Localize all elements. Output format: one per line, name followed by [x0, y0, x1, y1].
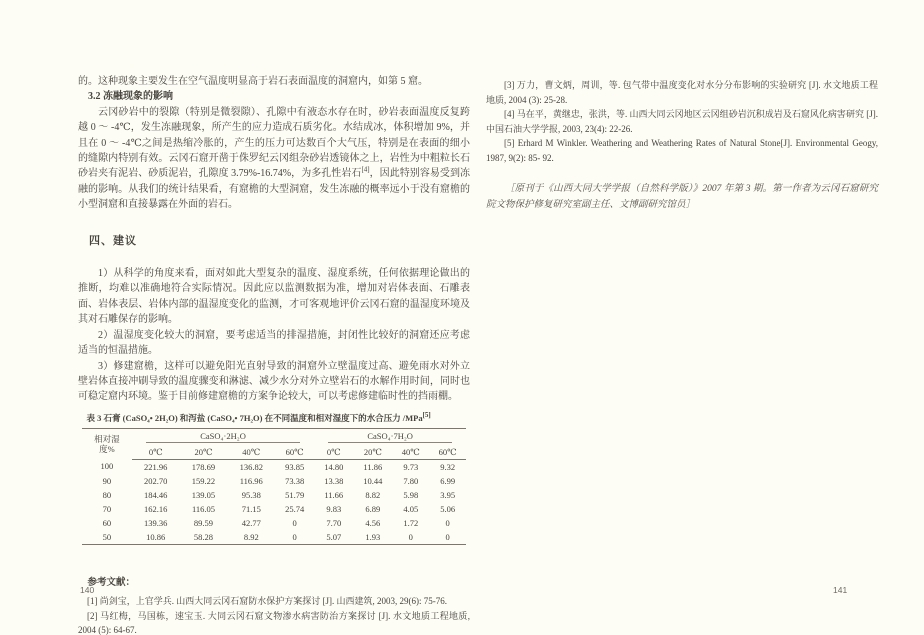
- table-cell: 0: [292, 531, 297, 542]
- table-cell: 14.80: [324, 461, 344, 472]
- references-list-left: [78, 594, 470, 635]
- table-cell: 42.77: [241, 517, 261, 528]
- table-cell: 90: [102, 475, 112, 486]
- table-cell: 80: [102, 489, 112, 500]
- table-cell: 9.73: [403, 461, 419, 472]
- suggestion-1-paragraph: 1）从科学的角度来看，面对如此大型复杂的温度、湿度系统，任何依据理论做出的推断，均难以准确地符合实际情况。因此应以监测数据为准，增加对岩体表面、石雕表面、岩体表层、岩体内部的温湿度变化的监测，才可客观地评价云冈石窟的温湿度环境及其对石雕保存的影响。: [78, 268, 470, 326]
- table-cell: 11.66: [324, 489, 344, 500]
- table-cell: 6.89: [365, 503, 381, 514]
- table-temperature-header-row: [82, 445, 466, 460]
- hydration-pressure-table: [82, 428, 466, 545]
- left-page: [78, 74, 470, 635]
- table-cell: 58.28: [193, 531, 214, 542]
- table-cell: 9.83: [326, 503, 342, 514]
- table-cell: 184.46: [144, 489, 168, 500]
- reprint-note: ［原刊于《山西大同大学学报（自然科学版）》2007 年第 3 期。第一作者为云冈石窟研究院文物保护修复研究室副主任、文博副研究馆员］: [486, 183, 878, 211]
- table-cell: 202.70: [144, 475, 168, 486]
- table-cell: 93.85: [285, 461, 305, 472]
- temp-header: 60℃: [275, 445, 314, 460]
- references-list-right: [486, 78, 878, 166]
- table-cell: 89.59: [193, 517, 214, 528]
- citation-superscript-4: [4]: [361, 166, 370, 175]
- table-cell: 139.36: [144, 517, 168, 528]
- temp-header: 0℃: [314, 445, 353, 460]
- table-cell: 5.98: [403, 489, 419, 500]
- table-cell: 10.44: [363, 475, 383, 486]
- rh-header-line2: 度%: [99, 443, 115, 454]
- table-cell: 139.05: [191, 489, 216, 500]
- table-cell: 71.15: [241, 503, 261, 514]
- group-header-caso4-7h2o: [314, 428, 466, 445]
- suggestion-2-paragraph: 2）温湿度变化较大的洞窟，要考虑适当的排湿措施，封闭性比较好的洞窟还应考虑适当的恒温措施。: [78, 329, 470, 357]
- relative-humidity-header: [82, 428, 132, 459]
- table-cell: 95.38: [241, 489, 261, 500]
- reference-item: [4] 马在平，黄继忠，张洪，等. 山西大同云冈地区云冈组砂岩沉积成岩及石窟风化病害研究 [J]. 中国石油大学学报, 2003, 23(4): 22-26.: [486, 109, 878, 134]
- table-cell: 221.96: [144, 461, 168, 472]
- table-cell: 162.16: [144, 503, 168, 514]
- table-body: [82, 459, 466, 544]
- continuation-paragraph: 的。这种现象主要发生在空气温度明显高于岩石表面温度的洞窟内，如第 5 窟。: [78, 76, 428, 87]
- table-cell: 60: [102, 517, 112, 528]
- table-cell: 8.82: [365, 489, 381, 500]
- table-cell: 0: [445, 517, 450, 528]
- table-cell: 11.86: [363, 461, 383, 472]
- table-row: [82, 516, 466, 530]
- table-cell: 73.38: [285, 475, 305, 486]
- table-cell: 1.72: [403, 517, 419, 528]
- table-cell: 116.96: [239, 475, 263, 486]
- table-cell: 116.05: [191, 503, 216, 514]
- table-cell: 8.92: [243, 531, 259, 542]
- table-row: [82, 474, 466, 488]
- temp-header: 40℃: [392, 445, 429, 460]
- group-header-caso4-2h2o: [132, 428, 314, 445]
- table-cell: 1.93: [365, 531, 381, 542]
- table-cell: 0: [408, 531, 413, 542]
- group2-label: CaSO₄·7H₂O: [328, 431, 452, 443]
- table-cell: 13.38: [324, 475, 344, 486]
- reference-item: [5] Erhard M Winkler. Weathering and Weathering Rates of Natural Stone[J]. Environmental Geogy, 1987, 9(2): 85- 92.: [486, 138, 878, 163]
- table-cell: 5.06: [440, 503, 456, 514]
- table-group-header-row: [82, 428, 466, 445]
- table-cell: 70: [102, 503, 112, 514]
- table-header: [82, 428, 466, 459]
- table-cell: 7.80: [403, 475, 419, 486]
- table-caption-text: 表 3 石膏 (CaSO₄• 2H₂O) 和泻盐 (CaSO₄• 7H₂O) 在不同温度和相对湿度下的水合压力 /MPa: [86, 412, 423, 423]
- table-caption: [78, 412, 470, 424]
- table-cell: 178.69: [191, 461, 216, 472]
- table-cell: 10.86: [146, 531, 166, 542]
- citation-superscript-5: [5]: [422, 410, 431, 419]
- section-3-2-paragraph: [78, 105, 470, 213]
- table-cell: 4.56: [365, 517, 381, 528]
- table-cell: 0: [292, 517, 297, 528]
- group1-label: CaSO₄·2H₂O: [146, 431, 300, 443]
- reference-item: [2] 马红梅，马国栋，速宝玉. 大同云冈石窟文物渗水病害防治方案探讨 [J]. 水文地质工程地质, 2004 (5): 64-67.: [78, 610, 470, 635]
- table-row: [82, 530, 466, 545]
- page-number-right: 141: [833, 585, 848, 595]
- rh-header-line1: 相对湿: [94, 433, 120, 444]
- temp-header: 20℃: [180, 445, 228, 460]
- temp-header: 20℃: [353, 445, 392, 460]
- table-cell: 25.74: [285, 503, 305, 514]
- section-3-2-paragraph-text-b: ，因此特别容易受到冻融的影响。从我们的统计结果看，有窟檐的大型洞窟，发生冻融的概率远小于没有窟檐的小型洞窟和直接暴露在外面的岩石。: [78, 168, 470, 211]
- table-row: [82, 459, 466, 474]
- table-cell: 9.32: [440, 461, 456, 472]
- table-row: [82, 488, 466, 502]
- temp-header: 60℃: [429, 445, 466, 460]
- section-3-2-heading: 3.2 冻融现象的影响: [88, 91, 173, 103]
- table-cell: 51.79: [285, 489, 305, 500]
- table-cell: 100: [100, 461, 114, 472]
- section-4-heading: 四、建议: [89, 234, 137, 247]
- table-cell: 4.05: [403, 503, 419, 514]
- references-heading: 参考文献：: [87, 577, 136, 588]
- table-cell: 7.70: [326, 517, 342, 528]
- table-cell: 0: [445, 531, 450, 542]
- table-cell: 5.07: [326, 531, 342, 542]
- reference-item: [1] 尚剑宝，上官学兵. 山西大同云冈石窟防水保护方案探讨 [J]. 山西建筑, 2003, 29(6): 75-76.: [87, 596, 447, 607]
- right-page: [486, 78, 878, 214]
- table-cell: 159.22: [191, 475, 216, 486]
- page-number-left: 140: [80, 585, 95, 595]
- table-cell: 6.99: [440, 475, 456, 486]
- section-3-2-paragraph-text-a: 云冈砂岩中的裂隙（特别是微裂隙）、孔隙中有液态水存在时，砂岩表面温度反复跨越 0 ～ -4℃，发生冻融现象，所产生的应力造成石质劣化。水结成冰，体积增加 9%，并且在 0 ～ -4℃之间是热缩冷胀的，产生的压力可达数百个大气压，特别是在表面的细小的缝隙内特别有效。云冈石窟开凿于侏罗纪云冈组杂砂岩透镜体之上，岩性为中粗粒长石砂岩夹有泥岩、砂质泥岩，孔隙度 3.79%-16.74%，为多孔性岩石: [78, 106, 470, 180]
- table-row: [82, 502, 466, 516]
- temp-header: 0℃: [132, 445, 180, 460]
- suggestion-3-paragraph: 3）修建窟檐，这样可以避免阳光直射导致的洞窟外立壁温度过高、避免雨水对外立壁岩体直接冲刷导致的温度骤变和淋滤、减少水分对外立壁岩石的水解作用时间，同时也可稳定窟内环境。鉴于目前修建窟檐的方案争论较大，可以考虑修建临时性的挡雨棚。: [78, 360, 470, 403]
- table-cell: 136.82: [239, 461, 263, 472]
- table-cell: 3.95: [440, 489, 456, 500]
- temp-header: 40℃: [227, 445, 275, 460]
- table-cell: 50: [102, 531, 112, 542]
- reference-item: [3] 万力，曹文炳，周训，等. 包气带中温度变化对水分分布影响的实验研究 [J]. 水文地质工程地质, 2004 (3): 25-28.: [486, 80, 878, 105]
